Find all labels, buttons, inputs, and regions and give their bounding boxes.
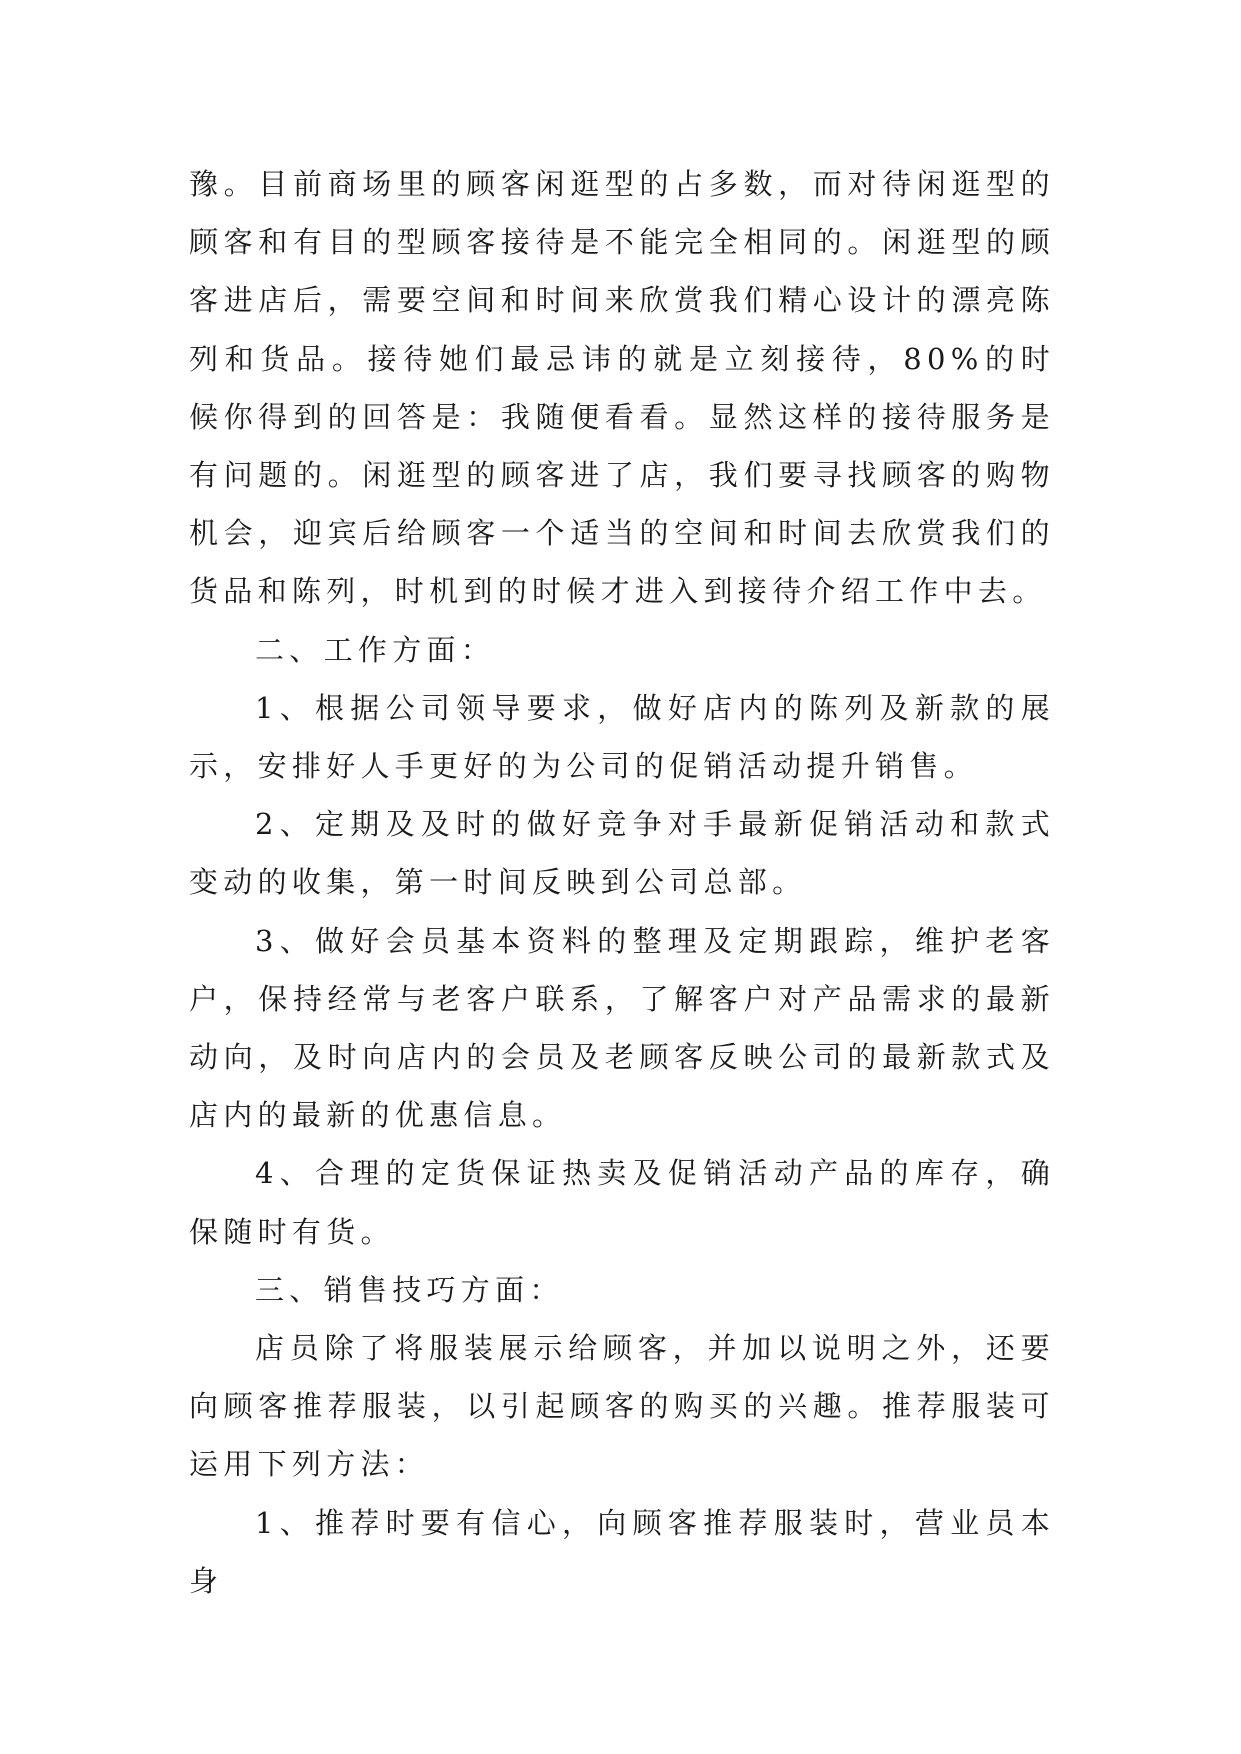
work-item-1: 1、根据公司领导要求，做好店内的陈列及新款的展示，安排好人手更好的为公司的促销活动提升销售。	[189, 690, 1055, 784]
sales-item-1: 1、推荐时要有信心，向顾客推荐服装时，营业员本身	[189, 1505, 1055, 1598]
work-item-3: 3、做好会员基本资料的整理及定期跟踪，维护老客户，保持经常与老客户联系，了解客户对产品需求的最新动向，及时向店内的会员及老顾客反映公司的最新款式及店内的最新的优惠信息。	[189, 923, 1055, 1133]
section-heading-sales-skills: 三、销售技巧方面：	[255, 1272, 564, 1307]
work-item-4: 4、合理的定货保证热卖及促销活动产品的库存，确保随时有货。	[189, 1156, 1055, 1249]
sales-intro-paragraph: 店员除了将服装展示给顾客，并加以说明之外，还要向顾客推荐服装，以引起顾客的购买的兴趣。推荐服装可运用下列方法：	[189, 1331, 1055, 1482]
paragraph-continuation: 豫。目前商场里的顾客闲逛型的占多数，而对待闲逛型的顾客和有目的型顾客接待是不能完全相同的。闲逛型的顾客进店后，需要空间和时间来欣赏我们精心设计的漂亮陈列和货品。接待她们最忌讳的就是立刻接待，80%的时候你得到的回答是：我随便看看。显然这样的接待服务是有问题的。闲逛型的顾客进了店，我们要寻找顾客的购物机会，迎宾后给顾客一个适当的空间和时间去欣赏我们的货品和陈列，时机到的时候才进入到接待介绍工作中去。	[189, 167, 1055, 609]
work-item-2: 2、定期及及时的做好竞争对手最新促销活动和款式变动的收集，第一时间反映到公司总部。	[189, 807, 1055, 900]
document-body	[189, 155, 1055, 1610]
section-heading-work: 二、工作方面：	[255, 632, 496, 667]
